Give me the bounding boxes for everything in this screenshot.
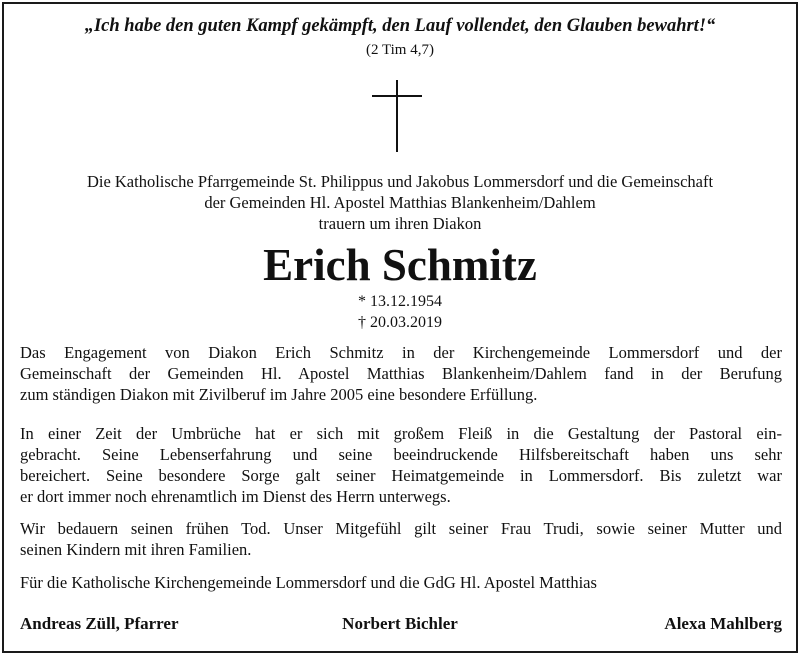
intro-line: Die Katholische Pfarrgemeinde St. Philippus und Jakobus Lommersdorf und die Gemeinschaft xyxy=(86,172,714,191)
paragraph-condolence xyxy=(20,518,782,560)
signature-bichler: Norbert Bichler xyxy=(342,614,458,633)
paragraph-line: zum ständigen Diakon mit Zivilberuf im Jahre 2005 eine besondere Erfüllung. xyxy=(20,385,538,404)
intro-line: trauern um ihren Diakon xyxy=(318,214,482,233)
paragraph-engagement xyxy=(20,342,782,405)
cross-icon xyxy=(372,80,422,152)
intro-line: der Gemeinden Hl. Apostel Matthias Blankenheim/Dahlem xyxy=(204,193,596,212)
life-dates xyxy=(0,291,800,333)
paragraph-line: er dort immer noch ehrenamtlich im Dienst des Herrn unterwegs. xyxy=(20,487,451,506)
death-date: † 20.03.2019 xyxy=(358,314,442,331)
bible-quote: „Ich habe den guten Kampf gekämpft, den Lauf vollendet, den Glauben bewahrt!“ xyxy=(84,16,716,36)
paragraph-line: bereichert. Seine besondere Sorge galt seiner Heimatgemeinde in Lommersdorf. Bis zuletzt war xyxy=(20,466,782,485)
paragraph-line: Für die Katholische Kirchengemeinde Lommersdorf und die GdG Hl. Apostel Matthias xyxy=(20,573,597,592)
paragraph-line: gebracht. Seine Lebenserfahrung und seine beeindruckende Hilfsbereitschaft haben uns sehr xyxy=(20,445,782,464)
paragraph-line: In einer Zeit der Umbrüche hat er sich mit großem Fleiß in die Gestaltung der Pastoral ein- xyxy=(20,424,782,443)
paragraph-line: Das Engagement von Diakon Erich Schmitz in der Kirchengemeinde Lommersdorf und der xyxy=(20,343,782,362)
birth-date: * 13.12.1954 xyxy=(358,293,442,310)
bible-reference: (2 Tim 4,7) xyxy=(366,42,434,58)
signature-pastor: Andreas Züll, Pfarrer xyxy=(20,614,179,633)
paragraph-signoff xyxy=(20,572,782,593)
intro-text xyxy=(0,171,800,234)
signature-mahlberg: Alexa Mahlberg xyxy=(664,614,782,633)
deceased-name: Erich Schmitz xyxy=(263,240,537,290)
paragraph-line: seinen Kindern mit ihren Familien. xyxy=(20,540,252,559)
paragraph-pastoral xyxy=(20,423,782,507)
paragraph-line: Gemeinschaft der Gemeinden Hl. Apostel Matthias Blankenheim/Dahlem fand in der Berufung xyxy=(20,364,782,383)
paragraph-line: Wir bedauern seinen frühen Tod. Unser Mitgefühl gilt seiner Frau Trudi, sowie seiner Mutter und xyxy=(20,519,782,538)
